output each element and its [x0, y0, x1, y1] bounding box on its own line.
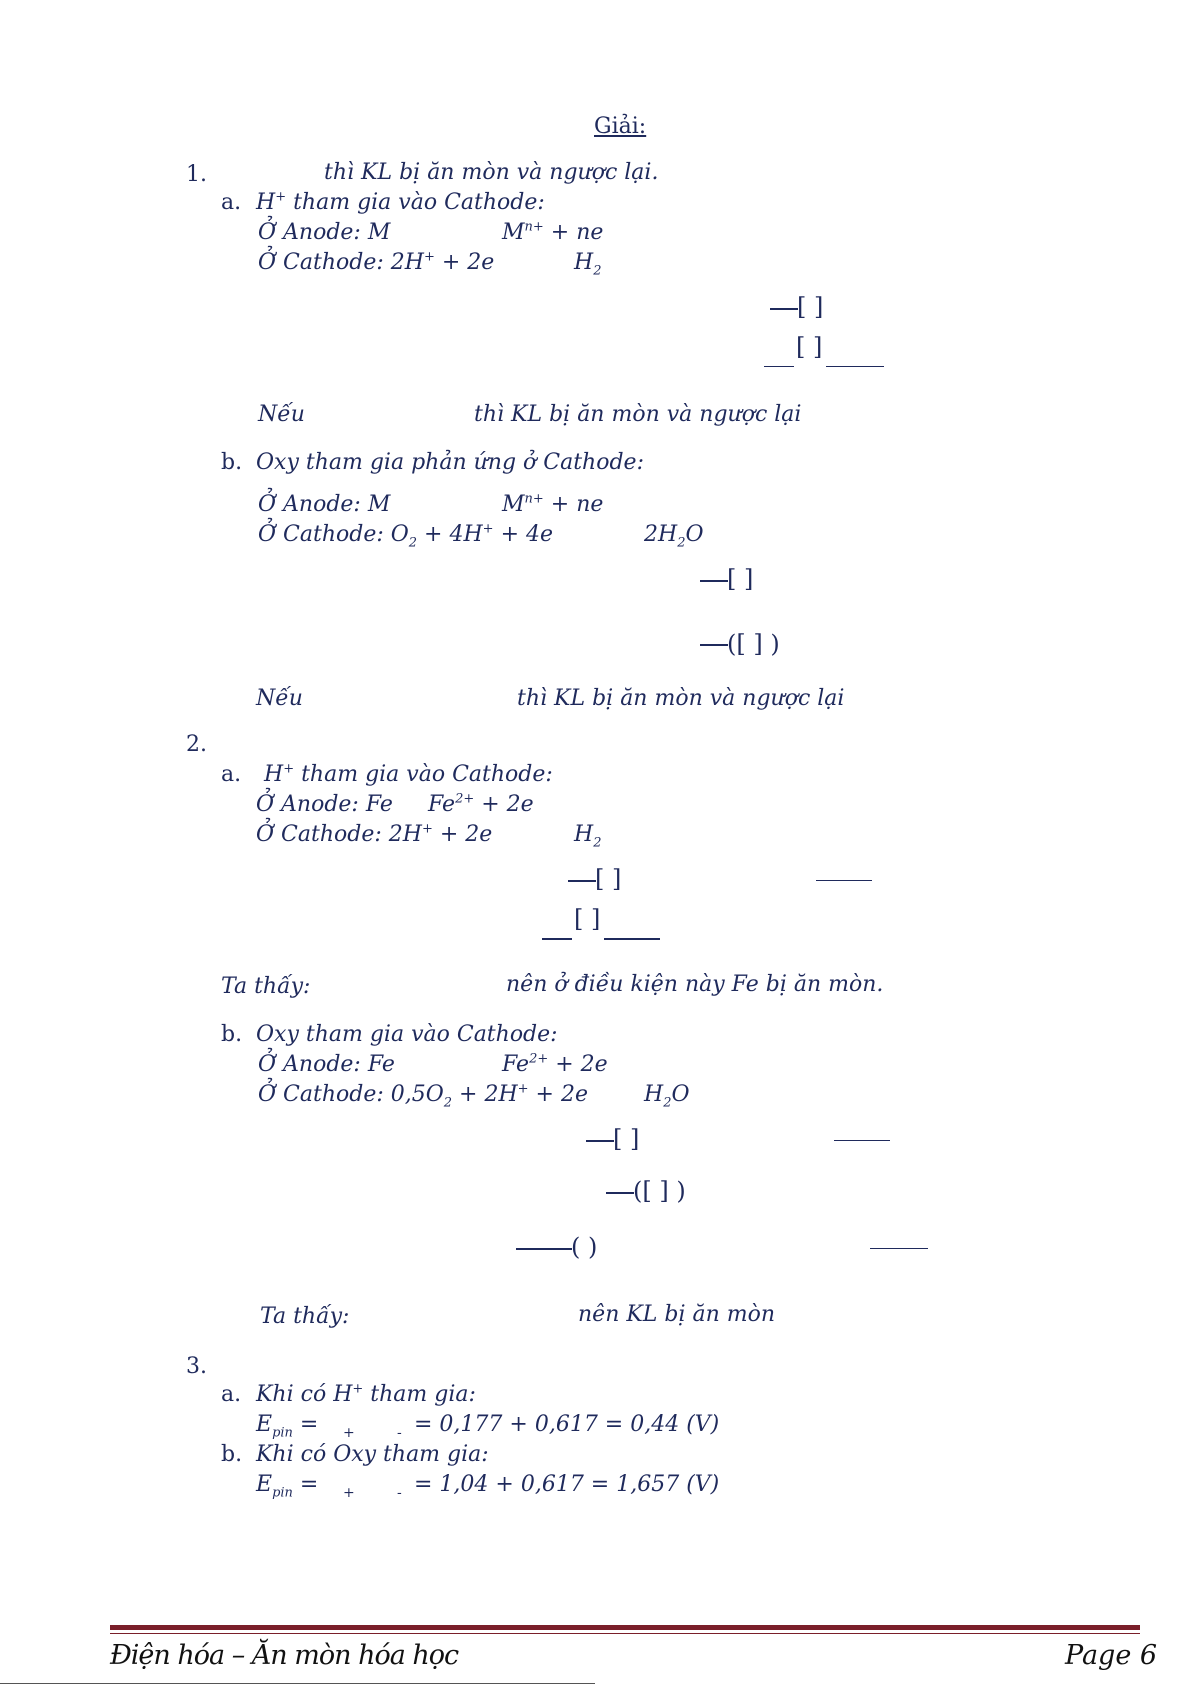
section-3a-heading: Khi có H+ tham gia:: [256, 1381, 476, 1407]
section-1b-anode-left: Ở Anode: M: [258, 492, 391, 517]
footer-page-number: Page 6: [1065, 1640, 1158, 1671]
fraction-bar: [604, 938, 660, 940]
concentration-bracket: [ ]: [727, 565, 754, 593]
section-1b-heading: Oxy tham gia phản ứng ở Cathode:: [256, 450, 644, 475]
section-1-intro: thì KL bị ăn mòn và ngược lại.: [324, 160, 659, 185]
fraction-bar: [542, 938, 572, 940]
section-2-number: 2.: [186, 732, 207, 757]
fraction-bar: [606, 1192, 634, 1194]
section-3b-result: = 1,04 + 0,617 = 1,657 (V): [414, 1472, 720, 1497]
section-1a-anode-right: $M^{n+}$ + ne: [502, 219, 604, 245]
section-1a-heading: H+ tham gia vào Cathode:: [256, 189, 545, 215]
section-3a-minus: -: [397, 1425, 402, 1441]
fraction-bar: [770, 308, 798, 310]
section-2b-anode-left: Ở Anode: Fe: [258, 1052, 395, 1077]
fraction-bar: [568, 880, 596, 882]
section-1b-cathode-left: Ở Cathode: $O_2 + 4H^+ + 4e$: [258, 521, 554, 551]
section-3b-plus: +: [343, 1485, 355, 1501]
fraction-bar: [700, 580, 728, 582]
section-1-number: 1.: [186, 162, 207, 187]
section-3b-minus: -: [397, 1485, 402, 1501]
concentration-bracket: ([ ] ): [727, 630, 780, 658]
page-title: Giải:: [594, 114, 647, 139]
section-2a-anode-left: Ở Anode: Fe: [256, 792, 393, 817]
concentration-bracket: [ ]: [613, 1125, 640, 1153]
concentration-bracket: [ ]: [796, 333, 823, 361]
section-2b-anode-right: $Fe^{2+} + 2e$: [502, 1051, 608, 1077]
section-3a-epin: $E_{pin}$ =: [256, 1412, 319, 1441]
section-1a-anode-left: Ở Anode: M: [258, 220, 391, 245]
concentration-bracket: [ ]: [574, 905, 601, 933]
section-3a-plus: +: [343, 1425, 355, 1441]
section-3a-result: = 0,177 + 0,617 = 0,44 (V): [414, 1412, 720, 1437]
section-3-number: 3.: [186, 1354, 207, 1379]
fraction-bar: [586, 1140, 614, 1142]
section-2b-heading: Oxy tham gia vào Cathode:: [256, 1022, 558, 1047]
fraction-bar: [870, 1248, 928, 1249]
section-2b-see-tail: nên KL bị ăn mòn: [578, 1302, 776, 1327]
section-1a-label: a.: [221, 190, 242, 215]
section-3a-label: a.: [221, 1382, 242, 1407]
section-2a-cathode-right: $H_2$: [574, 822, 602, 851]
footer-rule-thick: [110, 1625, 1140, 1630]
concentration-bracket: [ ]: [595, 865, 622, 893]
section-2a-cathode-left: Ở Cathode: 2H+ + 2e: [256, 821, 493, 847]
section-3b-epin: $E_{pin}$ =: [256, 1472, 319, 1501]
section-2a-heading: H+ tham gia vào Cathode:: [264, 761, 553, 787]
section-2b-cathode-right: $H_2O$: [644, 1082, 690, 1111]
section-1b-if-label: Nếu: [256, 686, 303, 711]
section-2b-label: b.: [221, 1022, 243, 1047]
concentration-bracket: [ ]: [797, 293, 824, 321]
section-1b-if-tail: thì KL bị ăn mòn và ngược lại: [517, 686, 845, 711]
footer-title: Điện hóa – Ăn mòn hóa học: [110, 1640, 459, 1671]
section-3b-label: b.: [221, 1442, 243, 1467]
section-3b-heading: Khi có Oxy tham gia:: [256, 1442, 489, 1467]
section-2b-see-label: Ta thấy:: [260, 1304, 350, 1329]
section-1b-label: b.: [221, 450, 243, 475]
section-1a-cathode-left: Ở Cathode: 2H+ + 2e: [258, 249, 495, 275]
section-1a-if-label: Nếu: [258, 402, 305, 427]
section-2a-see-tail: nên ở điều kiện này Fe bị ăn mòn.: [506, 972, 884, 997]
concentration-bracket: ( ): [571, 1233, 598, 1261]
section-2a-label: a.: [221, 762, 242, 787]
fraction-bar: [826, 366, 884, 367]
bottom-divider: [0, 1683, 595, 1684]
section-1b-cathode-right: $2H_2O$: [644, 522, 704, 551]
section-2a-anode-right: $Fe^{2+} + 2e$: [428, 791, 534, 817]
section-1b-anode-right: $M^{n+}$ + ne: [502, 491, 604, 517]
section-2b-cathode-left: Ở Cathode: $0,5O_2 + 2H^+ + 2e$: [258, 1081, 588, 1111]
section-1a-cathode-right: $H_2$: [574, 250, 602, 279]
section-1a-if-tail: thì KL bị ăn mòn và ngược lại: [474, 402, 802, 427]
concentration-bracket: ([ ] ): [633, 1177, 686, 1205]
section-2a-see-label: Ta thấy:: [221, 974, 311, 999]
fraction-bar: [834, 1140, 890, 1141]
fraction-bar: [700, 644, 728, 646]
footer-rule-thin: [110, 1633, 1140, 1634]
fraction-bar: [764, 366, 794, 367]
fraction-bar: [816, 880, 872, 881]
fraction-bar: [516, 1248, 572, 1250]
